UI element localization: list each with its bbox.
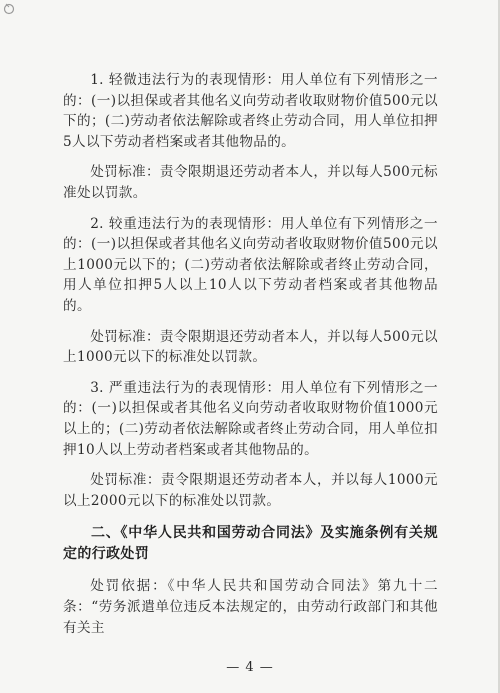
document-body	[63, 70, 438, 638]
minor-penalty-paragraph: 处罚标准：责令限期退还劳动者本人，并以每人500元标准处以罚款。	[63, 164, 438, 201]
section-heading: 二、《中华人民共和国劳动合同法》及实施条例有关规定的行政处罚	[63, 525, 438, 562]
moderate-violation-paragraph: 2. 较重违法行为的表现情形：用人单位有下列情形之一的：(一)以担保或者其他名义向劳动者收取财物价值500元以上1000元以下的；(二)劳动者依法解除或者终止劳动合同，用人单位扣押5人以上10人以下劳动者档案或者其他物品的。	[63, 215, 438, 314]
legal-basis-paragraph: 处罚依据：《中华人民共和国劳动合同法》第九十二条：“劳务派遣单位违反本法规定的，由劳动行政部门和其他有关主	[63, 578, 438, 636]
page-number: — 4 —	[226, 660, 274, 675]
scan-corner-mark-icon	[2, 2, 16, 16]
moderate-penalty-paragraph: 处罚标准：责令限期退还劳动者本人，并以每人500元以上1000元以下的标准处以罚款。	[63, 328, 438, 366]
severe-penalty-paragraph: 处罚标准：责令限期退还劳动者本人，并以每人1000元以上2000元以下的标准处以罚款。	[63, 472, 438, 509]
severe-violation-paragraph: 3. 严重违法行为的表现情形：用人单位有下列情形之一的：(一)以担保或者其他名义向劳动者收取财物价值1000元以上的；(二)劳动者依法解除或者终止劳动合同，用人单位扣押10人以上劳动者档案或者其他物品的。	[63, 379, 438, 458]
minor-violation-paragraph: 1. 轻微违法行为的表现情形：用人单位有下列情形之一的：(一)以担保或者其他名义向劳动者收取财物价值500元以下的；(二)劳动者依法解除或者终止劳动合同，用人单位扣押5人以下劳动者档案或者其他物品的。	[63, 72, 438, 150]
